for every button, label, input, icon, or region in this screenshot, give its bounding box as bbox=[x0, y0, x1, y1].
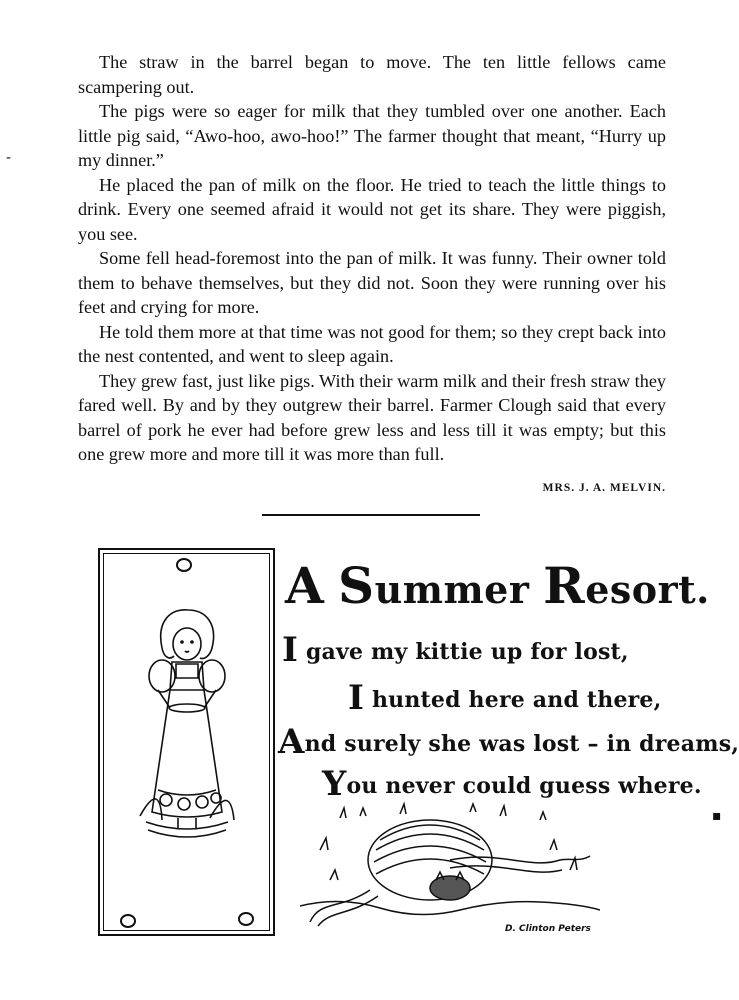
poem-line-initial: Y bbox=[322, 764, 347, 804]
poem-title bbox=[285, 556, 710, 615]
story-paragraph: He told them more at that time was not good for them; so they crept back into the nest contented, and went to sleep again. bbox=[78, 321, 666, 366]
poem-line bbox=[278, 722, 739, 762]
hat-with-kitten-icon bbox=[300, 800, 600, 930]
poem-line-text: gave my kittie up for lost, bbox=[298, 639, 629, 665]
poem-line-initial: A bbox=[278, 722, 305, 762]
poem-line-text: nd surely she was lost – in dreams, bbox=[304, 731, 739, 757]
story-text bbox=[78, 50, 666, 467]
poem-line-text: ou never could guess where. bbox=[346, 773, 702, 799]
title-initial: S bbox=[338, 556, 375, 615]
poem-line-initial: I bbox=[282, 630, 299, 670]
margin-mark: ▪ bbox=[712, 808, 722, 824]
title-initial: A bbox=[285, 556, 325, 615]
margin-mark: - bbox=[6, 150, 12, 166]
story-paragraph: Some fell head-foremost into the pan of milk. It was funny. Their owner told them to behave themselves, but they did not. Soon they were running over his feet and crying for more. bbox=[78, 248, 666, 317]
illustrator-signature: D. Clinton Peters bbox=[505, 924, 591, 934]
story-paragraph: The straw in the barrel began to move. The ten little fellows came scampering out. bbox=[78, 52, 666, 97]
girl-illustration-frame bbox=[98, 548, 275, 936]
story-paragraph: He placed the pan of milk on the floor. He tried to teach the little things to drink. Every one seemed afraid it would not get its share. They were piggish, you see. bbox=[78, 174, 666, 244]
poem-line bbox=[348, 678, 662, 718]
pin-icon bbox=[238, 912, 254, 926]
poem-line-initial: I bbox=[348, 678, 365, 718]
story-author: MRS. J. A. MELVIN. bbox=[542, 482, 666, 494]
story-paragraph: The pigs were so eager for milk that they tumbled over one another. Each little pig said, “Awo-hoo, awo-hoo!” The farmer thought that meant, “Hurry up my dinner.” bbox=[78, 101, 666, 170]
story-paragraph: They grew fast, just like pigs. With their warm milk and their fresh straw they fared well. By and by they outgrew their barrel. Farmer Clough said that every barrel of pork he ever had before grew less and less till it was empty; but this one grew more and more till it was more than full. bbox=[78, 370, 666, 464]
pin-icon bbox=[120, 914, 136, 928]
title-word: esort. bbox=[585, 567, 710, 612]
title-initial: R bbox=[543, 556, 586, 615]
girl-with-plate-icon bbox=[100, 550, 273, 934]
section-divider bbox=[262, 514, 480, 516]
poem-line bbox=[322, 764, 702, 804]
title-word: ummer bbox=[374, 567, 530, 612]
poem-line bbox=[282, 630, 629, 670]
poem-line-text: hunted here and there, bbox=[364, 687, 662, 713]
pin-icon bbox=[176, 558, 192, 572]
